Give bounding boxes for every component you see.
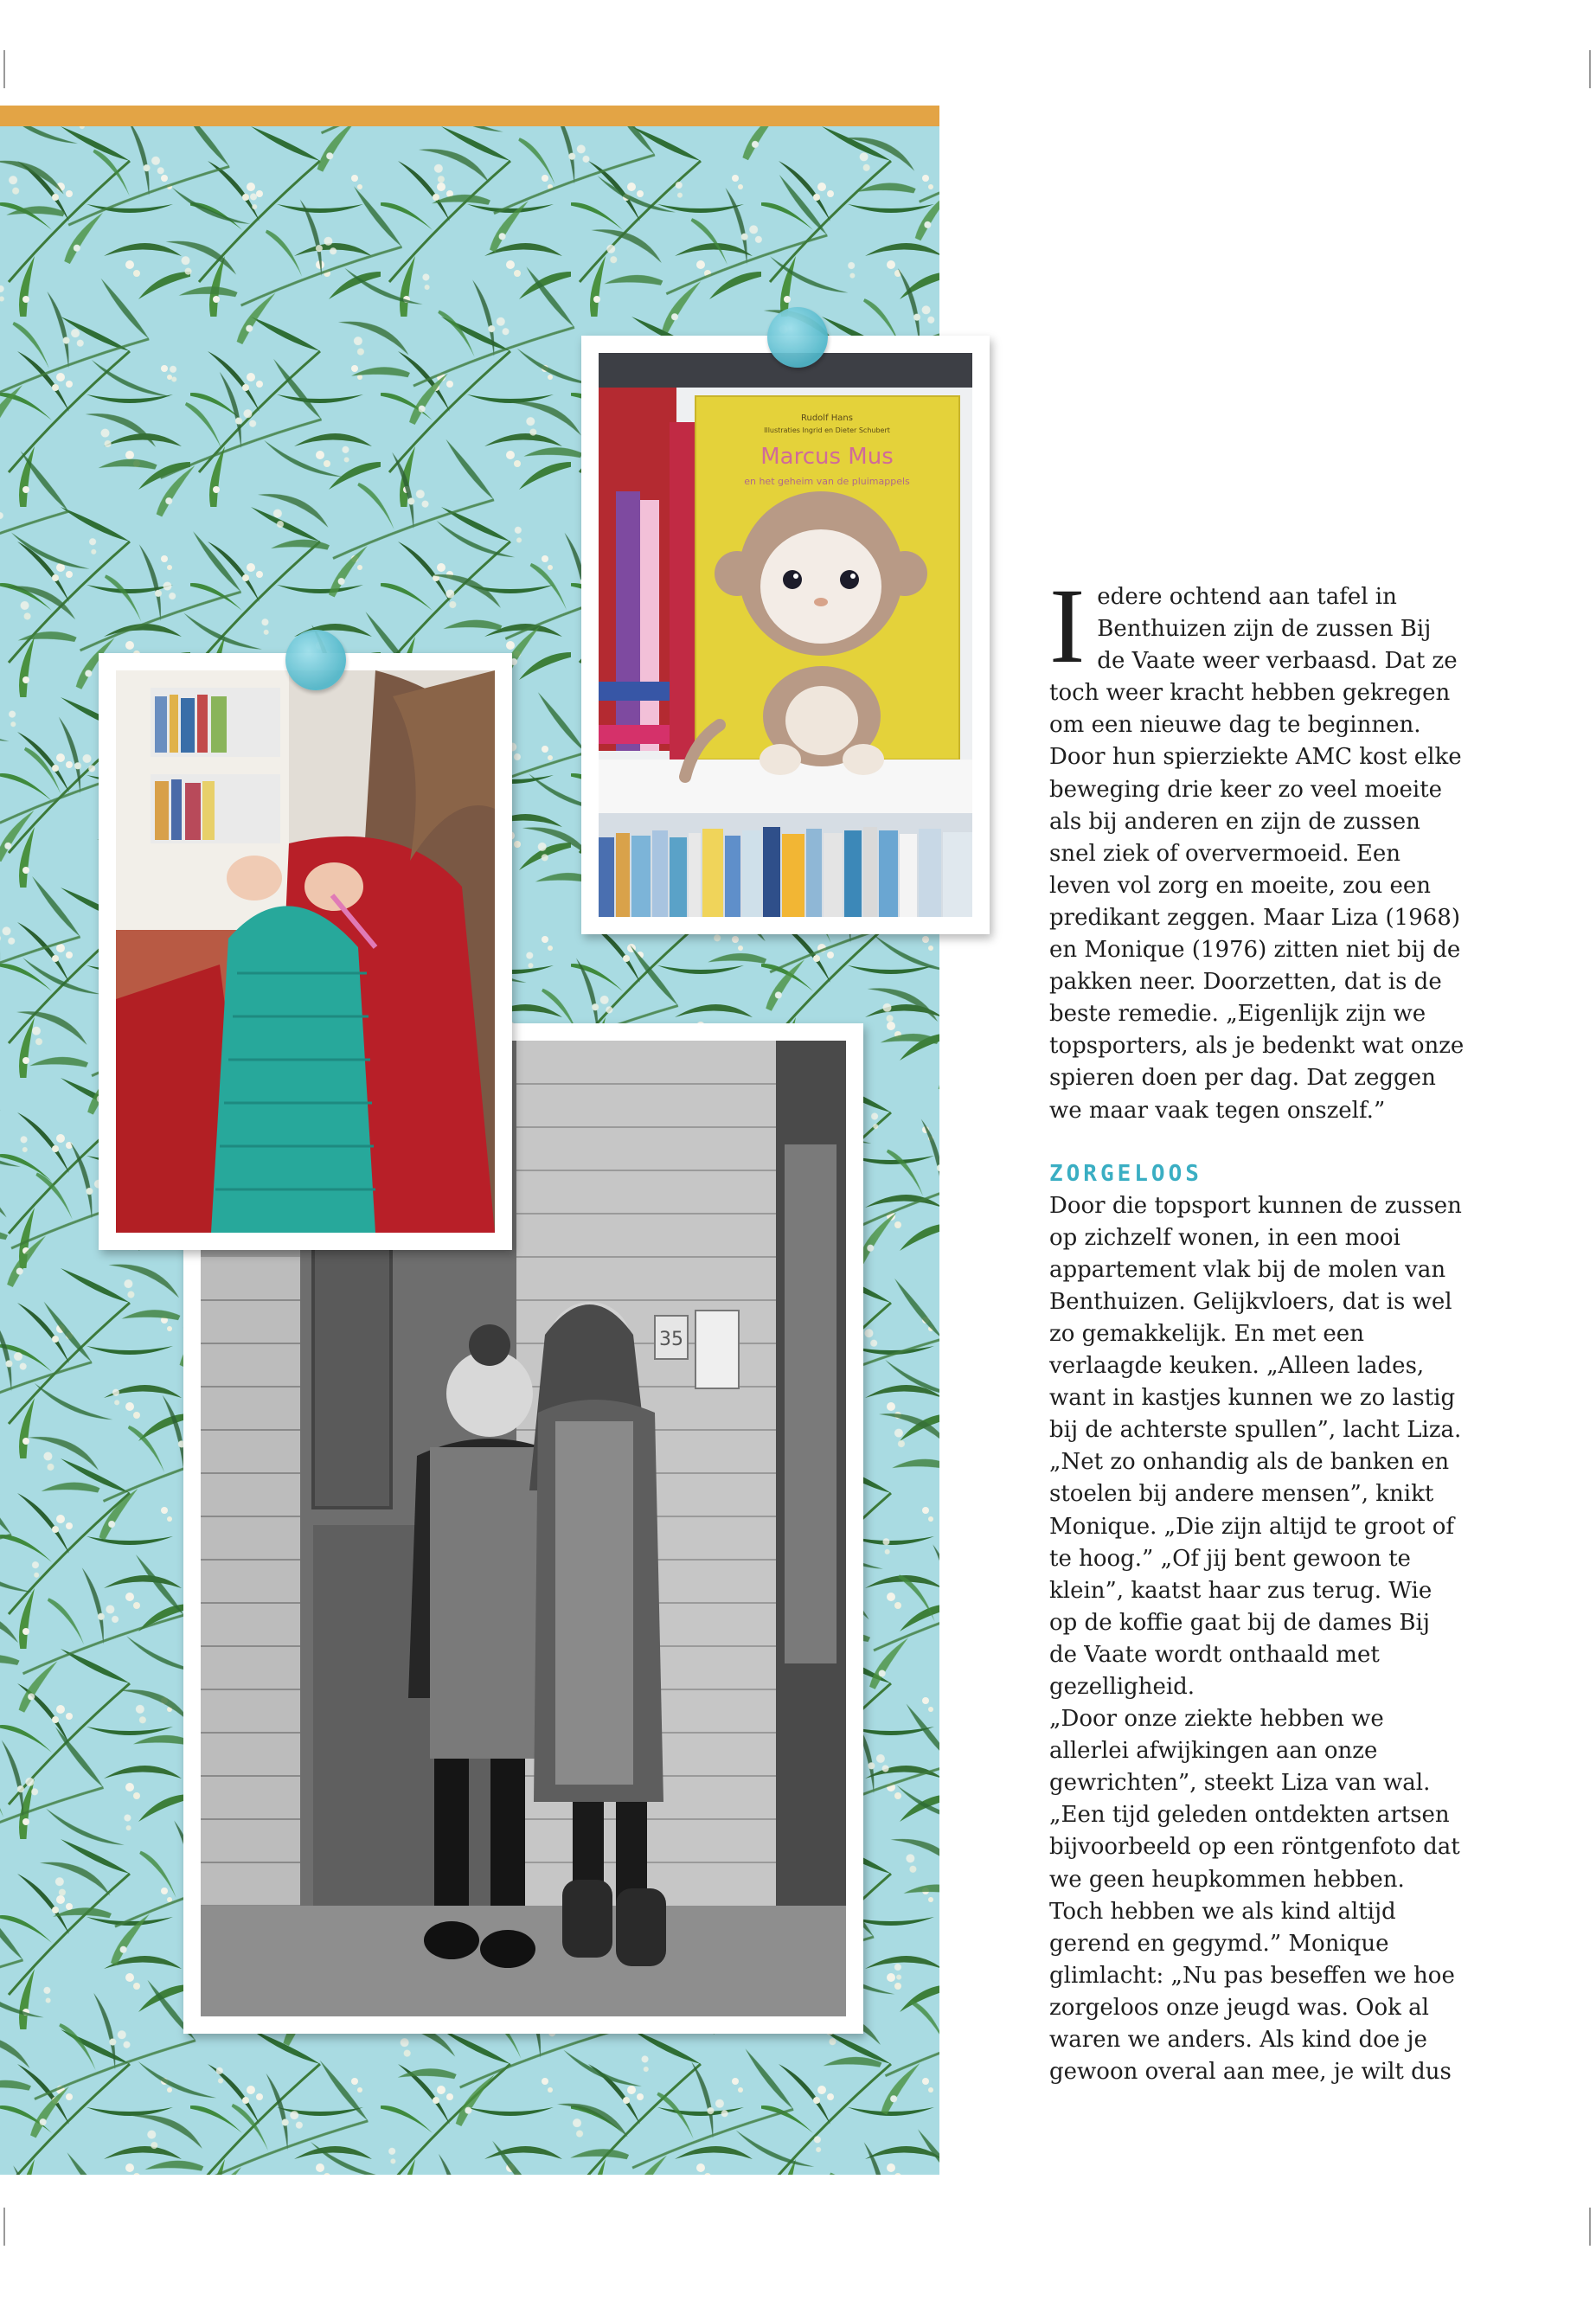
book-title: Marcus Mus xyxy=(760,444,894,470)
knitting-illustration xyxy=(116,670,495,1233)
section-heading: ZORGELOOS xyxy=(1049,1160,1202,1187)
crop-mark-bottom-left xyxy=(3,2208,5,2246)
book-photo xyxy=(581,336,990,934)
crop-mark-top-left xyxy=(3,50,5,88)
pin-knitting-photo xyxy=(285,630,346,690)
bookshelf-illustration xyxy=(599,353,972,917)
book-subtitle: en het geheim van de pluimappels xyxy=(744,476,910,487)
pin-book-photo xyxy=(767,307,828,368)
knitting-photo-image xyxy=(116,670,495,1233)
book-credits: Illustraties Ingrid en Dieter Schubert xyxy=(764,426,890,434)
house-number: 35 xyxy=(659,1329,683,1350)
intro-text: edere ochtend aan tafel in Benthuizen zijn de zussen Bij de Vaate weer verbaasd. Dat ze toch weer kracht hebben gekregen om een nieuwe dag te beginnen. Door hun spierziekte AMC kost elke beweging drie keer zo veel moeite als bij anderen en zijn de zussen snel ziek of oververmoeid. Een leven vol zorg en moeite, zou een predikant zeggen. Maar Liza (1968) en Monique (1976) zitten niet bij de pakken neer. Doorzetten, dat is de beste remedie. „Eigenlijk zijn we topsporters, als je bedenkt wat onze spieren doen per dag. Dat zeggen we maar vaak tegen onszelf.” xyxy=(1049,584,1465,1124)
crop-mark-bottom-right xyxy=(1589,2208,1591,2246)
paragraph-2: Door die topsport kunnen de zussen op zichzelf wonen, in een mooi appartement vlak bij de molen van Benthuizen. Gelijkvloers, dat is wel zo gemakkelijk. En met een verlaagde keuken. „Alleen lades, want in kastjes kunnen we zo lastig bij de achterste spullen”, lacht Liza. „Net zo onhandig als de banken en stoelen bij andere mensen”, knikt Monique. „Die zijn altijd te groot of te hoog.” „Of jij bent gewoon te klein”, kaatst haar zus terug. Wie op de koffie gaat bij de dames Bij de Vaate wordt onthaald met gezelligheid. xyxy=(1049,1192,1462,1700)
article-body xyxy=(1049,567,1465,2088)
drop-cap: I xyxy=(1049,567,1086,685)
book-photo-image xyxy=(599,353,972,917)
accent-bar xyxy=(0,106,939,126)
book-author: Rudolf Hans xyxy=(801,413,853,423)
paragraph-3: „Door onze ziekte hebben we allerlei afwijkingen aan onze gewrichten”, steekt Liza van wal. „Een tijd geleden ontdekten artsen bijvoorbeeld op een röntgenfoto dat we geen heupkommen hebben. Toch hebben we als kind altijd gerend en gegymd.” Monique glimlacht: „Nu pas beseffen we hoe zorgeloos onze jeugd was. Ook al waren we anders. Als kind doe je gewoon overal aan mee, je wilt dus xyxy=(1049,1706,1460,2086)
intro-paragraph xyxy=(1049,567,1465,1127)
crop-mark-top-right xyxy=(1589,50,1591,88)
knitting-photo xyxy=(99,653,512,1250)
